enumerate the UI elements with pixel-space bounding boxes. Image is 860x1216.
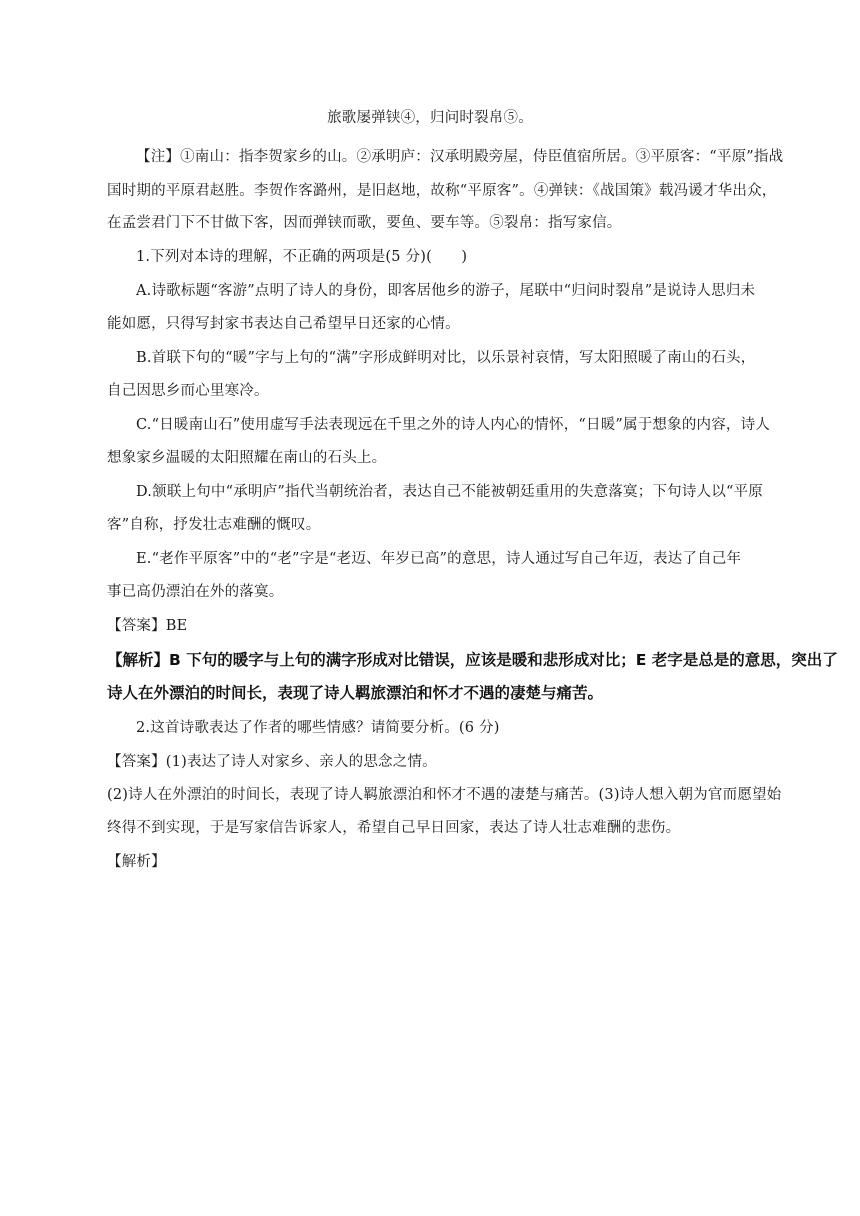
question-1-answer: 【答案】BE: [107, 618, 188, 634]
note-line-3: 在孟尝君门下不甘做下客，因而弹铗而歌，要鱼、要车等。⑤裂帛：指写家信。: [107, 215, 622, 231]
option-b-line-1: B.首联下句的“暖”字与上句的“满”字形成鲜明对比，以乐景衬哀情，写太阳照暖了南山的石头，: [136, 350, 756, 366]
option-e-line-1: E.“老作平原客”中的“老”字是“老迈、年岁已高”的意思，诗人通过写自己年迈，表达了自己年: [136, 551, 742, 567]
option-c-line-2: 想象家乡温暖的太阳照耀在南山的石头上。: [107, 450, 387, 466]
option-d-line-1: D.颔联上句中“承明庐”指代当朝统治者，表达自己不能被朝廷重用的失意落寞；下句诗人以“平原: [136, 484, 763, 500]
question-1-analysis-line-1: 【解析】B 下句的暖字与上句的满字形成对比错误，应该是暖和悲形成对比；E 老字是总是的意思，突出了: [107, 651, 838, 669]
option-e-line-2: 事已高仍漂泊在外的落寞。: [107, 584, 284, 600]
note-line-2: 国时期的平原君赵胜。李贺作客潞州，是旧赵地，故称“平原客”。④弹铗：《战国策》载冯谖才华出众，: [107, 183, 777, 199]
note-line-1: 【注】①南山：指李贺家乡的山。②承明庐：汉承明殿旁屋，侍臣值宿所居。③平原客：“平原”指战: [136, 149, 784, 165]
option-c-line-1: C.“日暖南山石”使用虚写手法表现远在千里之外的诗人内心的情怀，“日暖”属于想象的内容，诗人: [136, 417, 771, 433]
option-b-line-2: 自己因思乡而心里寒冷。: [107, 383, 269, 399]
question-2-answer-line-2: (2)诗人在外漂泊的时间长，表现了诗人羁旅漂泊和怀才不遇的凄楚与痛苦。(3)诗人想入朝为官而愿望始: [107, 787, 782, 803]
question-2-answer-line-1: 【答案】(1)表达了诗人对家乡、亲人的思念之情。: [107, 754, 437, 770]
question-1-stem: 1.下列对本诗的理解，不正确的两项是(5 分)( ): [136, 249, 468, 265]
option-a-line-2: 能如愿，只得写封家书表达自己希望早日还家的心情。: [107, 316, 460, 332]
option-d-line-2: 客”自称，抒发壮志难酬的慨叹。: [107, 517, 321, 533]
poem-line: 旅歌屡弹铗④，归问时裂帛⑤。: [327, 110, 533, 126]
option-a-line-1: A.诗歌标题“客游”点明了诗人的身份，即客居他乡的游子，尾联中“归问时裂帛”是说诗人思归未: [136, 283, 756, 299]
question-1-analysis-line-2: 诗人在外漂泊的时间长，表现了诗人羁旅漂泊和怀才不遇的凄楚与痛苦。: [107, 684, 604, 702]
question-2-stem: 2.这首诗歌表达了作者的哪些情感？请简要分析。(6 分): [136, 720, 500, 736]
question-2-analysis: 【解析】: [107, 854, 166, 870]
question-2-answer-line-3: 终得不到实现，于是写家信告诉家人，希望自己早日回家，表达了诗人壮志难酬的悲伤。: [107, 820, 681, 836]
